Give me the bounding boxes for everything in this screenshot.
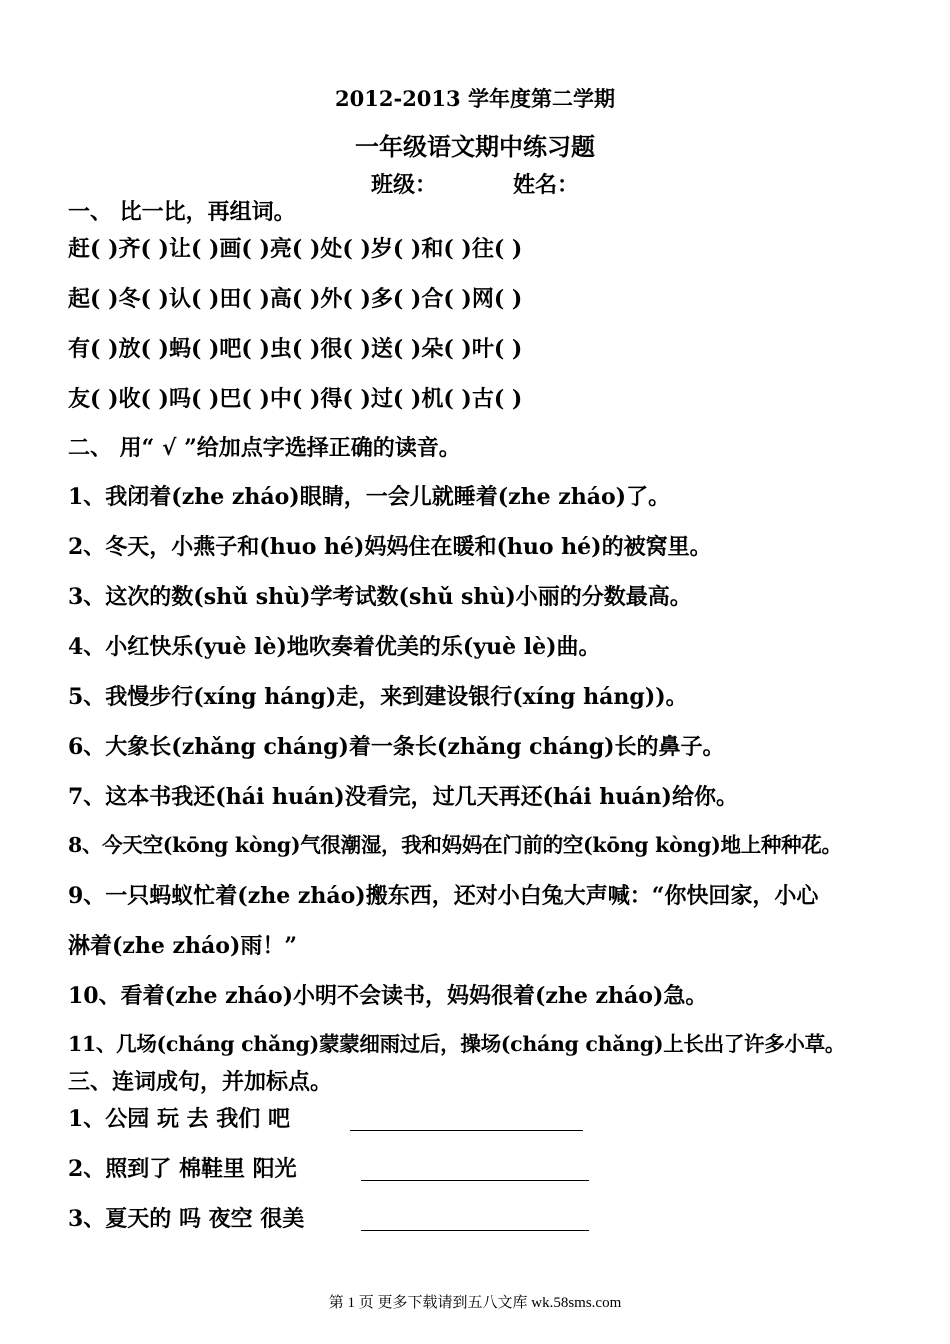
pinyin-item-5: 5、我慢步行(xíng háng)走，来到建设银行(xíng háng))。 bbox=[68, 684, 688, 710]
compare-row-2: 起( )冬( )认( )田( )高( )外( )多( )合( )网( ) bbox=[68, 286, 523, 312]
pinyin-item-3: 3、这次的数(shǔ shù)学考试数(shǔ shù)小丽的分数最高。 bbox=[68, 584, 692, 610]
term-title: 2012-2013 学年度第二学期 bbox=[335, 86, 615, 111]
section2-heading: 二、 用“ √ ”给加点字选择正确的读音。 bbox=[68, 435, 461, 461]
sentence-item-3: 3、夏天的 吗 夜空 很美 bbox=[68, 1206, 305, 1232]
section3-heading: 三、连词成句，并加标点。 bbox=[68, 1069, 333, 1095]
compare-row-3: 有( )放( )蚂( )吧( )虫( )很( )送( )朵( )叶( ) bbox=[68, 336, 523, 362]
pinyin-item-9: 9、一只蚂蚁忙着(zhe zháo)搬东西，还对小白兔大声喊：“你快回家，小心 bbox=[68, 883, 819, 909]
exam-title: 一年级语文期中练习题 bbox=[355, 132, 595, 161]
answer-blank-3[interactable] bbox=[361, 1230, 589, 1231]
answer-blank-2[interactable] bbox=[361, 1180, 589, 1181]
name-label: 姓名： bbox=[513, 172, 580, 198]
class-name-line bbox=[0, 172, 950, 198]
section1-heading: 一、 比一比，再组词。 bbox=[68, 199, 296, 225]
pinyin-item-10: 10、看着(zhe zháo)小明不会读书，妈妈很着(zhe zháo)急。 bbox=[68, 983, 708, 1009]
pinyin-item-4: 4、小红快乐(yuè lè)地吹奏着优美的乐(yuè lè)曲。 bbox=[68, 634, 601, 660]
sentence-item-1: 1、公园 玩 去 我们 吧 bbox=[68, 1106, 290, 1132]
pinyin-item-2: 2、冬天，小燕子和(huo hé)妈妈住在暖和(huo hé)的被窝里。 bbox=[68, 534, 712, 560]
pinyin-item-8: 8、今天空(kōng kòng)气很潮湿，我和妈妈在门前的空(kōng kòng)地上种种花。 bbox=[68, 833, 842, 857]
page-footer: 第 1 页 更多下载请到五八文库 wk.58sms.com bbox=[328, 1295, 622, 1311]
answer-blank-1[interactable] bbox=[350, 1130, 583, 1131]
sentence-item-2: 2、照到了 棉鞋里 阳光 bbox=[68, 1156, 297, 1182]
pinyin-item-6: 6、大象长(zhǎng cháng)着一条长(zhǎng cháng)长的鼻子。 bbox=[68, 734, 725, 760]
pinyin-item-7: 7、这本书我还(hái huán)没看完，过几天再还(hái huán)给你。 bbox=[68, 784, 738, 810]
class-label: 班级： bbox=[370, 172, 437, 198]
pinyin-item-11: 11、几场(cháng chǎng)蒙蒙细雨过后，操场(cháng chǎng)上长出了许多小草。 bbox=[68, 1032, 846, 1056]
pinyin-item-1: 1、我闭着(zhe zháo)眼睛，一会儿就睡着(zhe zháo)了。 bbox=[68, 484, 671, 510]
pinyin-item-9-continued: 淋着(zhe zháo)雨！” bbox=[68, 933, 298, 959]
compare-row-4: 友( )收( )吗( )巴( )中( )得( )过( )机( )古( ) bbox=[68, 386, 523, 412]
compare-row-1: 赶( )齐( )让( )画( )亮( )处( )岁( )和( )往( ) bbox=[68, 236, 523, 262]
